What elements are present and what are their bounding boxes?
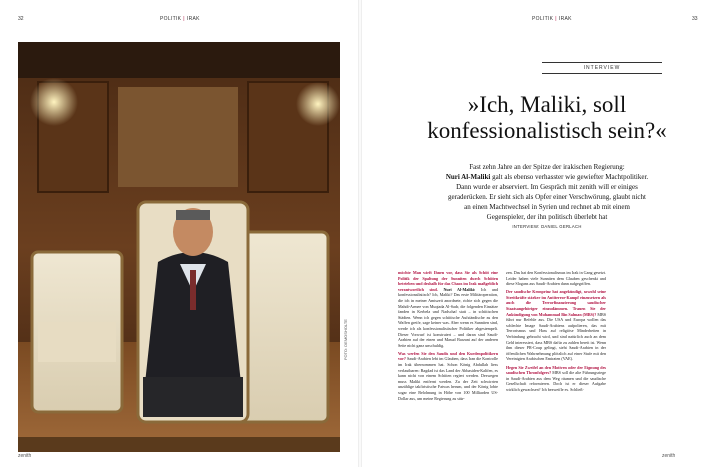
lead-line: Gegenspieler, der ihn politisch überlebt hat: [486, 213, 608, 221]
folio-right: 33: [692, 16, 698, 22]
running-head-section: POLITIK: [160, 16, 182, 22]
interview-answer: MBS soll die alte Führungsriege in Saudi-Arabien aus dem Weg räumen und die saudische Gesellschaft reformieren. Doch ist er dieser Aufgabe wirklich gewachsen? Ich bezweifle es. Schließ-: [506, 370, 606, 392]
lead-line: an einen Machtwechsel in Syrien und rechnet ab mit einem: [464, 203, 630, 211]
byline: INTERVIEW: DANIEL GERLACH: [512, 224, 582, 229]
lead-name: Nuri Al-Maliki: [445, 173, 491, 181]
running-head-topic: IRAK: [186, 16, 200, 22]
interview-answer: zen. Das hat den Konfessionalismus im Irak in Gang gesetzt. Leider haben viele Sunniten dem Glauben geschenkt und diese Slogans aus Saudi-Arabien dann aufgegriffen.: [506, 270, 606, 287]
interview-question: möchte Man wirft Ihnen vor, dass Sie als Schiit eine Politik der Spaltung der Sunniten durch Schiiten betrieben und deshalb für das Chaos im Irak maßgeblich verantwortlich sind.: [398, 270, 498, 292]
portrait-photo: [18, 42, 340, 452]
paragraph: [506, 270, 606, 287]
lead-line: [392, 172, 702, 182]
headline: [382, 92, 712, 144]
kicker-block: [522, 62, 682, 74]
headline-line-2: konfessionalistisch sein?«: [427, 118, 667, 143]
footer-brand-right: zenith: [662, 453, 676, 459]
interview-answer: Saudi-Arabien lebt im Glauben, dass Iran die Kontrolle im Irak übernommen hat. Schon König Abdullah liess verlautbaren: Bagdad ist das Land der Abbasiden-Kalifen, es kann nicht von einem Schiiten regiert werden. Deswegen muss Maliki entfernt werden. Zu der Zeit schwirrten unzählige takfiristische Fatwas herum, und der König lobte sogar eine Belohnung in Höhe von 100 Milliarden US-Dollar aus, um meine Regierung zu stür-: [398, 356, 498, 401]
kicker-rule-bottom: [542, 73, 662, 74]
interview-answer: Ich und konfessionalistisch? Ich, Maliki? Das erste Militäroperation, die ich in meiner Amtszeit anordnete, richte sich gegen die Mahdi-Armee von Muqtada Al-Sadr, die folgenden Einsätze fanden in Kerbela und Nadschaf statt – in schiitischen Städten. Wenn ich gegen schiitische Aufständische zu den Waffen greife, sage keiner was. Aber wenn es Sunniten sind, werde ich als konfessionalistischer Politiker abgestempelt. Dieser Vorwurf ist konstruiert – und daran sind Saudi-Arabien auf der einen und Masud Barzani auf der anderen Seite nicht ganz unschuldig.: [398, 286, 498, 348]
portrait-photo-illustration: [18, 42, 340, 452]
folio-left: 32: [18, 16, 24, 22]
running-head-separator: |: [183, 16, 185, 22]
left-page: [0, 0, 358, 467]
interview-question: Der saudische Kronprinz hat angekündigt, sowohl seine Streitkräfte stärker im Antiterror-Kampf einzusetzen als auch die Terrorfinanzierung saudischer Staatsangehöriger einzudämmen. Trauen Sie der Ankündigung von Muhammad Bin Salman (MBS)?: [506, 289, 606, 317]
lead-line: geraderücken. Er sieht sich als Opfer einer Verschwörung, glaubt nicht: [448, 193, 646, 201]
body-column-1: [398, 270, 498, 404]
paragraph: [398, 270, 498, 348]
photo-credit: FOTO: DEMOSHOLTE: [343, 319, 348, 360]
footer-brand-left: zenith: [18, 453, 32, 459]
interviewee-name: Nuri Al-Maliki:: [443, 286, 476, 292]
right-page: [362, 0, 720, 467]
lead-line: Fast zehn Jahre an der Spitze der irakischen Regierung:: [469, 163, 625, 171]
running-head-left: [160, 16, 200, 22]
body-column-2: [506, 270, 606, 395]
kicker: INTERVIEW: [583, 65, 621, 71]
interview-answer: MBS führt nur Befehle aus. Die USA und Europa wollen das schlechte Image Saudi-Arabiens aufpolieren, das mit Terrorismus und Hass auf religiöse Minderheiten in Verbindung gebracht wird, und sind natürlich auch an dem Geld interessiert, dass MBS dafür zu zahlen bereit ist. Wenn ihm dieser PR-Coup gelingt, steht Saudi-Arabien in der öffentlichen Wahrnehmung plötzlich auf einer Stufe mit den Vereinigten Arabischen Emiraten (VAE).: [506, 311, 606, 362]
paragraph: [506, 289, 606, 362]
interview-question: Was werfen Sie den Saudis und den Kurdenpolitikern vor?: [398, 350, 498, 362]
headline-line-1: »Ich, Maliki, soll: [467, 92, 627, 117]
lead-text: galt als ebenso verhasster wie gewiefter Machtpolitiker.: [490, 173, 649, 181]
running-head-right: [532, 16, 572, 22]
lead-line: Dann wurde er abserviert. Im Gespräch mit zenith will er einiges: [456, 183, 638, 191]
running-head-section: POLITIK: [532, 16, 554, 22]
running-head-topic: IRAK: [558, 16, 572, 22]
interview-question: Hegen Sie Zweifel an den Motiven oder der Eignung des saudischen Thronfolgers?: [506, 364, 606, 376]
lead-paragraph: [392, 162, 702, 222]
running-head-separator: |: [555, 16, 557, 22]
paragraph: [506, 365, 606, 393]
paragraph: [398, 351, 498, 401]
